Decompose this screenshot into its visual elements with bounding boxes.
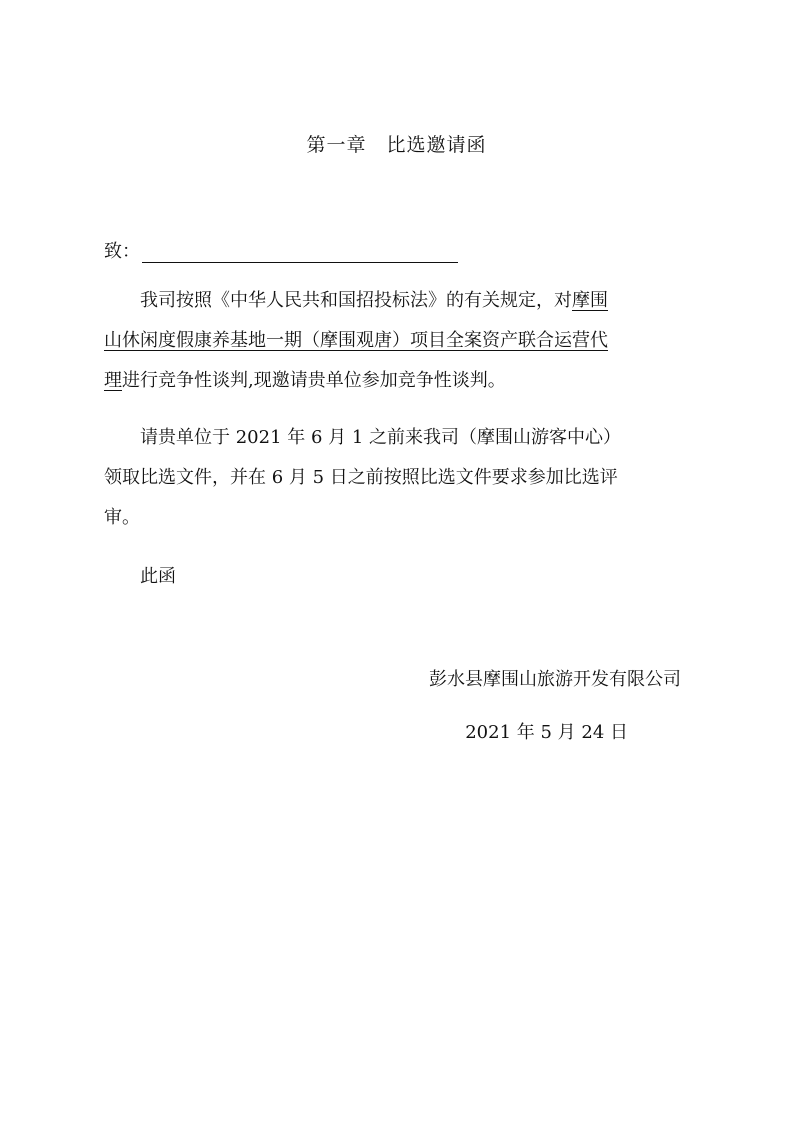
paragraph-text: 进行竞争性谈判,现邀请贵单位参加竞争性谈判。 — [122, 370, 506, 391]
addressee-blank — [142, 242, 458, 263]
paragraph-line: 审。 — [104, 507, 140, 528]
paragraph-line — [104, 361, 686, 401]
project-name-text: 摩围 — [572, 290, 608, 311]
company-signature: 彭水县摩围山旅游开发有限公司 — [429, 669, 681, 690]
paragraph-text: 我司按照《中华人民共和国招投标法》的有关规定，对 — [140, 290, 572, 311]
paragraph-invitation — [104, 281, 686, 401]
paragraph-line — [104, 281, 686, 321]
project-name-text: 理 — [104, 370, 122, 391]
project-name-text: 山休闲度假康养基地一期（摩围观唐）项目全案资产联合运营代 — [104, 330, 608, 351]
paragraph-line — [104, 321, 686, 361]
paragraph-line: 领取比选文件，并在 6 月 5 日之前按照比选文件要求参加比选评 — [104, 467, 618, 488]
paragraph-line: 请贵单位于 2021 年 6 月 1 之前来我司（摩围山游客中心） — [140, 427, 622, 448]
paragraph-instructions — [104, 418, 686, 538]
document-date: 2021 年 5 月 24 日 — [465, 722, 628, 743]
page-title: 第一章 比选邀请函 — [306, 134, 487, 156]
addressee-line — [104, 237, 458, 263]
addressee-label: 致： — [104, 241, 140, 262]
closing-text: 此函 — [140, 566, 176, 587]
